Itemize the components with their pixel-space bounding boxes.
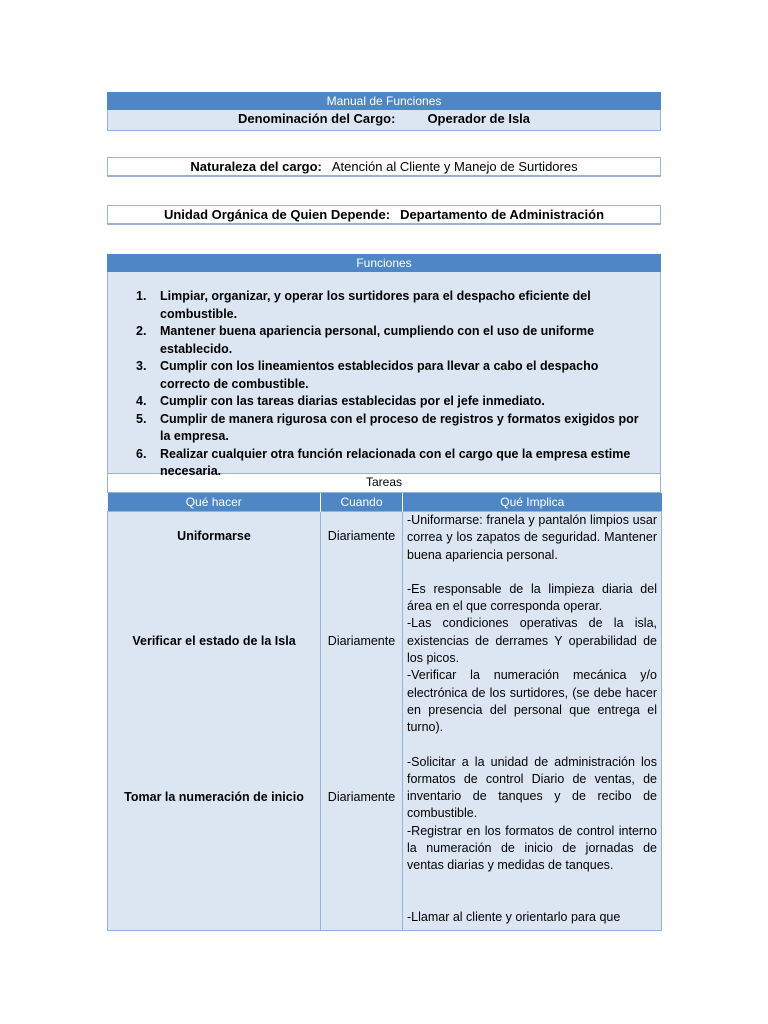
funcion-num: 3. [136,359,147,373]
tareas-table [107,493,662,931]
funcion-item [136,411,640,446]
tareas-title: Tareas [107,474,661,493]
funciones-body [107,272,661,478]
manual-header-block [107,92,661,131]
task-when: Diariamente [327,529,396,543]
funcion-num: 4. [136,394,147,408]
table-row [108,512,662,931]
implica-paragraph: -Verificar la numeración mecánica y/o electrónica de los surtidores, (se debe hacer en presencia del personal que entrega el turno). [407,668,657,735]
funcion-text: Cumplir de manera rigurosa con el proceso de registros y formatos exigidos por la empresa. [160,411,639,443]
unidad-label: Unidad Orgánica de Quien Depende: [163,207,391,222]
implica-paragraph: -Llamar al cliente y orientarlo para que [407,909,621,924]
implica-paragraph: -Es responsable de la limpieza diaria del área en el que corresponda operar. [407,581,657,614]
col-header-que-hacer: Qué hacer [108,493,321,512]
que-hacer-cell [108,512,321,931]
task-when: Diariamente [327,634,396,648]
funcion-num: 1. [136,289,147,303]
unidad-row [107,205,661,225]
naturaleza-value: Atención al Cliente y Manejo de Surtidores [331,159,578,174]
cargo-label: Denominación del Cargo: [237,111,396,126]
que-implica-cell [403,512,662,931]
naturaleza-label: Naturaleza del cargo: [190,159,322,174]
manual-title: Manual de Funciones [107,92,661,110]
funcion-num: 2. [136,324,147,338]
funcion-item [136,288,640,323]
funcion-text: Cumplir con los lineamientos establecidos para llevar a cabo el despacho correcto de combustible. [160,359,599,391]
cuando-cell [321,512,403,931]
implica-paragraph: -Uniformarse: franela y pantalón limpios usar correa y los zapatos de seguridad. Mantener buena apariencia personal. [407,513,657,562]
implica-paragraph: -Solicitar a la unidad de administración los formatos de control Diario de ventas, de inventario de tanques y de recibo de combustible. [407,754,657,821]
funcion-item [136,358,640,393]
funciones-block [107,254,661,493]
naturaleza-row [107,157,661,177]
funcion-item [136,393,640,411]
cargo-value: Operador de Isla [427,111,531,126]
cargo-row [107,110,661,131]
funcion-text: Realizar cualquier otra función relacionada con el cargo que la empresa estime necesaria. [160,446,631,478]
funcion-item [136,323,640,358]
funcion-num: 6. [136,446,147,461]
task-when: Diariamente [327,790,396,804]
funcion-text: Mantener buena apariencia personal, cumpliendo con el uso de uniforme establecido. [160,324,595,356]
funciones-title: Funciones [107,254,661,272]
task-name: Uniformarse [177,529,251,543]
implica-paragraph: -Las condiciones operativas de la isla, existencias de derrames Y operabilidad de los picos. [407,616,657,666]
funcion-text: Limpiar, organizar, y operar los surtidores para el despacho eficiente del combustible. [160,289,591,321]
implica-text [403,512,661,926]
task-name: Tomar la numeración de inicio [124,790,304,804]
col-header-cuando: Cuando [321,493,403,512]
unidad-value: Departamento de Administración [400,207,605,222]
funciones-list [136,288,640,481]
tareas-header-row [108,493,662,512]
implica-paragraph: -Registrar en los formatos de control interno la numeración de inicio de jornadas de ventas diarias y medidas de tanques. [407,823,657,873]
col-header-que-implica: Qué Implica [403,493,662,512]
funcion-text: Cumplir con las tareas diarias establecidas por el jefe inmediato. [160,394,545,408]
task-name: Verificar el estado de la Isla [132,634,296,648]
funcion-num: 5. [136,411,147,426]
